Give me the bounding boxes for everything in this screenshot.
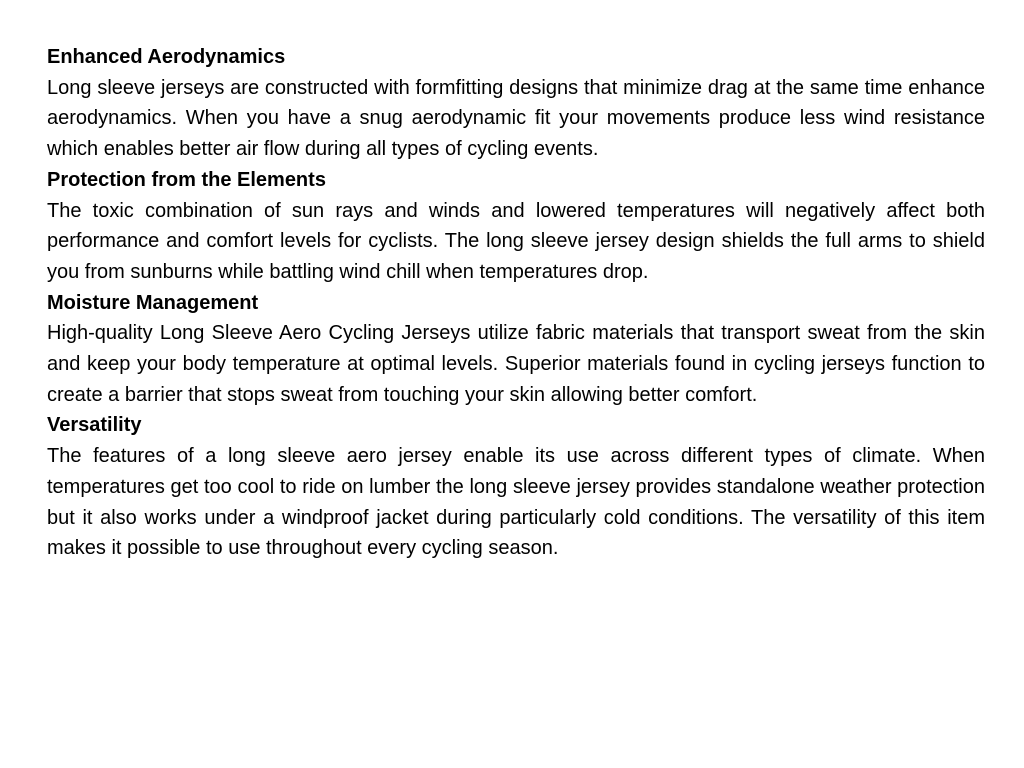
section-enhanced-aerodynamics (47, 42, 985, 165)
section-paragraph: Long sleeve jerseys are constructed with formfitting designs that minimize drag at the same time enhance aerodynamics. When you have a snug aerodynamic fit your movements produce less wind resistance which enables better air flow during all types of cycling events. (47, 76, 985, 161)
document-page (47, 42, 985, 564)
section-protection-from-elements (47, 165, 985, 288)
section-heading: Enhanced Aerodynamics (47, 46, 286, 68)
section-paragraph: The features of a long sleeve aero jersey enable its use across different types of climate. When temperatures get too cool to ride on lumber the long sleeve jersey provides standalone weather protection but it also works under a windproof jacket during particularly cold conditions. The versatility of this item makes it possible to use throughout every cycling season. (47, 445, 985, 560)
section-paragraph: The toxic combination of sun rays and winds and lowered temperatures will negatively affect both performance and comfort levels for cyclists. The long sleeve jersey design shields the full arms to shield you from sunburns while battling wind chill when temperatures drop. (47, 199, 985, 283)
section-moisture-management (47, 288, 985, 411)
section-heading: Protection from the Elements (47, 168, 326, 191)
section-heading: Versatility (47, 414, 142, 437)
section-heading: Moisture Management (47, 291, 259, 314)
section-versatility (47, 410, 985, 564)
section-paragraph: High-quality Long Sleeve Aero Cycling Jerseys utilize fabric materials that transport sweat from the skin and keep your body temperature at optimal levels. Superior materials found in cycling jerseys function to create a barrier that stops sweat from touching your skin allowing better comfort. (47, 322, 985, 406)
